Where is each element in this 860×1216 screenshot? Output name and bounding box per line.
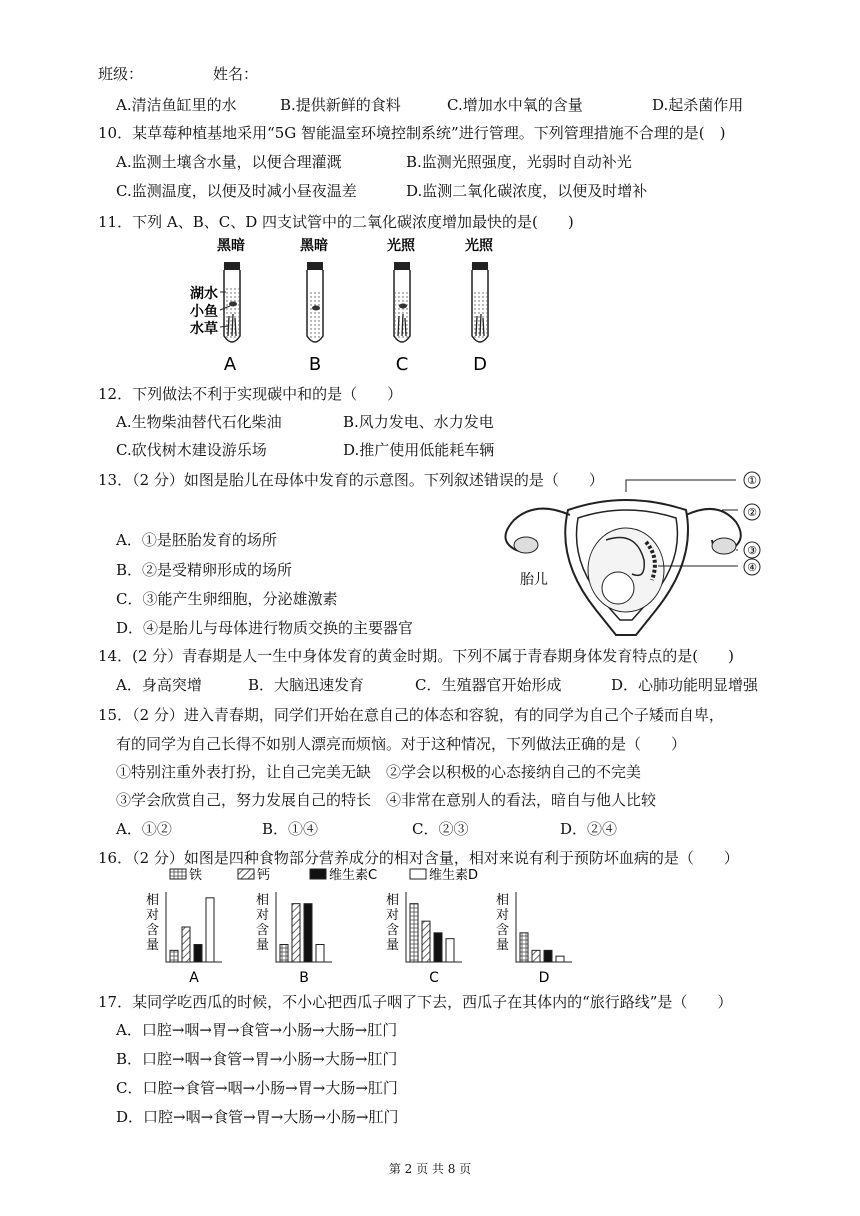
bar-C-2 bbox=[434, 933, 442, 962]
q12-option-d: D.推广使用低能耗车辆 bbox=[343, 441, 495, 459]
q17-option-a: A．口腔→咽→胃→食管→小肠→大肠→肛门 bbox=[116, 1021, 398, 1039]
tube-a bbox=[217, 237, 245, 375]
ylabel-char: 含 bbox=[256, 923, 270, 938]
q9-option-a: A.清洁鱼缸里的水 bbox=[116, 96, 237, 114]
tube-b-condition: 黑暗 bbox=[300, 238, 328, 254]
ylabel-char: 含 bbox=[386, 923, 400, 938]
tube-c bbox=[387, 237, 416, 375]
ylabel-char: 含 bbox=[496, 923, 510, 938]
q15-option-c: C．②③ bbox=[412, 820, 469, 838]
bar-B-1 bbox=[292, 904, 300, 962]
ylabel-char: 量 bbox=[256, 938, 270, 953]
tube-d-condition: 光照 bbox=[465, 238, 493, 254]
q9-option-d: D.起杀菌作用 bbox=[652, 96, 744, 114]
q11-stem: 11．下列 A、B、C、D 四支试管中的二氧化碳浓度增加最快的是( ) bbox=[98, 213, 574, 231]
q13-option-b: B．②是受精卵形成的场所 bbox=[116, 561, 293, 579]
uterus-diagram bbox=[486, 470, 766, 640]
ylabel-char: 量 bbox=[146, 938, 160, 953]
bar-D-2 bbox=[544, 950, 552, 962]
q10-option-b: B.监测光照强度，光弱时自动补光 bbox=[406, 153, 632, 171]
ylabel-char: 量 bbox=[496, 938, 510, 953]
label-lake-water: 湖水 bbox=[190, 286, 218, 302]
ylabel-char: 相 bbox=[146, 893, 160, 908]
ylabel-char: 含 bbox=[146, 923, 160, 938]
bar-A-0 bbox=[170, 950, 178, 962]
q15-option-b: B．①④ bbox=[262, 820, 319, 838]
bar-A-2 bbox=[194, 945, 202, 963]
q17-option-d: D．口腔→咽→食管→胃→大肠→小肠→肛门 bbox=[116, 1108, 399, 1126]
ylabel-char: 对 bbox=[146, 908, 160, 923]
tube-b bbox=[300, 237, 328, 375]
q17-stem: 17．某同学吃西瓜的时候，不小心把西瓜子咽了下去，西瓜子在其体内的“旅行路线”是（ ） bbox=[98, 993, 733, 1011]
chart-legend bbox=[170, 867, 478, 883]
q15-stem-line2: 有的同学为自己长得不如别人漂亮而烦恼。对于这种情况，下列做法正确的是（ ） bbox=[116, 735, 687, 753]
q15-items-line2: ③学会欣赏自己，努力发展自己的特长 ④非常在意别人的看法，暗自与他人比较 bbox=[116, 791, 657, 809]
q13-option-c: C．③能产生卵细胞，分泌雄激素 bbox=[116, 590, 338, 608]
q10-stem: 10．某草莓种植基地采用“5G 智能温室环境控制系统”进行管理。下列管理措施不合理的是( ) bbox=[98, 124, 726, 142]
q14-option-c: C．生殖器官开始形成 bbox=[415, 676, 562, 694]
q14-option-d: D．心肺功能明显增强 bbox=[611, 676, 759, 694]
label-small-fish: 小鱼 bbox=[190, 304, 218, 320]
tube-c-letter: C bbox=[395, 354, 409, 375]
tube-a-condition: 黑暗 bbox=[217, 238, 245, 254]
name-label: 姓名： bbox=[213, 65, 259, 83]
marker-4: ④ bbox=[747, 561, 757, 574]
legend-vitamin-d: 维生素D bbox=[429, 868, 479, 883]
bar-D-3 bbox=[556, 956, 564, 962]
q9-option-b: B.提供新鲜的食料 bbox=[280, 96, 401, 114]
bar-C-0 bbox=[410, 904, 418, 962]
q12-option-a: A.生物柴油替代石化柴油 bbox=[116, 413, 282, 431]
q14-stem: 14．(2 分）青春期是人一生中身体发育的黄金时期。下列不属于青春期身体发育特点的是( ) bbox=[98, 647, 734, 665]
marker-2: ② bbox=[747, 506, 757, 519]
bar-B-2 bbox=[304, 904, 312, 962]
category-label-D: D bbox=[538, 970, 550, 986]
fetus-label: 胎儿 bbox=[520, 572, 548, 588]
category-label-A: A bbox=[189, 970, 199, 986]
ylabel-char: 量 bbox=[386, 938, 400, 953]
bar-A-3 bbox=[206, 898, 214, 962]
q17-option-c: C．口腔→食管→咽→小肠→胃→大肠→肛门 bbox=[116, 1079, 398, 1097]
bar-B-3 bbox=[316, 945, 324, 963]
bar-B-0 bbox=[280, 945, 288, 963]
marker-1: ① bbox=[747, 474, 757, 487]
class-label: 班级： bbox=[98, 65, 144, 83]
bar-C-1 bbox=[422, 921, 430, 962]
q12-option-b: B.风力发电、水力发电 bbox=[343, 413, 494, 431]
ylabel-char: 相 bbox=[386, 893, 400, 908]
ylabel-char: 对 bbox=[386, 908, 400, 923]
ylabel-char: 相 bbox=[496, 893, 510, 908]
legend-vitamin-c: 维生素C bbox=[329, 868, 378, 883]
q15-stem-line1: 15．（2 分）进入青春期，同学们开始在意自己的体态和容貌，有的同学为自己个子矮而自卑， bbox=[98, 706, 724, 724]
q9-option-c: C.增加水中氧的含量 bbox=[447, 96, 583, 114]
page-footer: 第 2 页 共 8 页 bbox=[388, 1162, 472, 1176]
bar-A-1 bbox=[182, 927, 190, 962]
ylabel-char: 对 bbox=[256, 908, 270, 923]
bar-D-1 bbox=[532, 950, 540, 962]
q10-option-d: D.监测二氧化碳浓度，以便及时增补 bbox=[406, 182, 648, 200]
ylabel-char: 对 bbox=[496, 908, 510, 923]
legend-calcium: 钙 bbox=[257, 868, 271, 883]
q13-option-a: A．①是胚胎发育的场所 bbox=[116, 531, 277, 549]
q10-option-c: C.监测温度，以便及时减小昼夜温差 bbox=[116, 182, 357, 200]
legend-iron: 铁 bbox=[189, 868, 203, 883]
test-tube-diagram bbox=[190, 236, 510, 378]
category-label-C: C bbox=[429, 970, 439, 986]
q13-stem: 13．（2 分）如图是胎儿在母体中发育的示意图。下列叙述错误的是（ ） bbox=[98, 471, 604, 489]
q12-stem: 12．下列做法不利于实现碳中和的是（ ） bbox=[98, 385, 403, 403]
bar-C-3 bbox=[446, 939, 454, 962]
category-label-B: B bbox=[299, 970, 309, 986]
q16-stem: 16．（2 分）如图是四种食物部分营养成分的相对含量，相对来说有利于预防坏血病的是（ ） bbox=[98, 849, 739, 867]
q14-option-a: A．身高突增 bbox=[116, 676, 202, 694]
q15-items-line1: ①特别注重外表打扮，让自己完美无缺 ②学会以积极的心态接纳自己的不完美 bbox=[116, 763, 642, 781]
q14-option-b: B．大脑迅速发育 bbox=[248, 676, 365, 694]
label-water-plant: 水草 bbox=[190, 321, 218, 337]
nutrient-chart bbox=[140, 866, 600, 990]
tube-d bbox=[465, 237, 494, 375]
marker-3: ③ bbox=[747, 544, 757, 557]
tube-b-letter: B bbox=[308, 354, 322, 375]
bar-D-0 bbox=[520, 933, 528, 962]
q15-option-d: D．②④ bbox=[560, 820, 618, 838]
q17-option-b: B．口腔→咽→食管→胃→小肠→大肠→肛门 bbox=[116, 1050, 398, 1068]
q10-option-a: A.监测土壤含水量，以便合理灌溉 bbox=[116, 153, 342, 171]
q13-option-d: D．④是胎儿与母体进行物质交换的主要器官 bbox=[116, 619, 414, 637]
tube-a-letter: A bbox=[223, 354, 237, 375]
q12-option-c: C.砍伐树木建设游乐场 bbox=[116, 441, 267, 459]
q15-option-a: A．①② bbox=[116, 820, 172, 838]
ylabel-char: 相 bbox=[256, 893, 270, 908]
tube-d-letter: D bbox=[473, 354, 487, 375]
tube-c-condition: 光照 bbox=[387, 238, 415, 254]
